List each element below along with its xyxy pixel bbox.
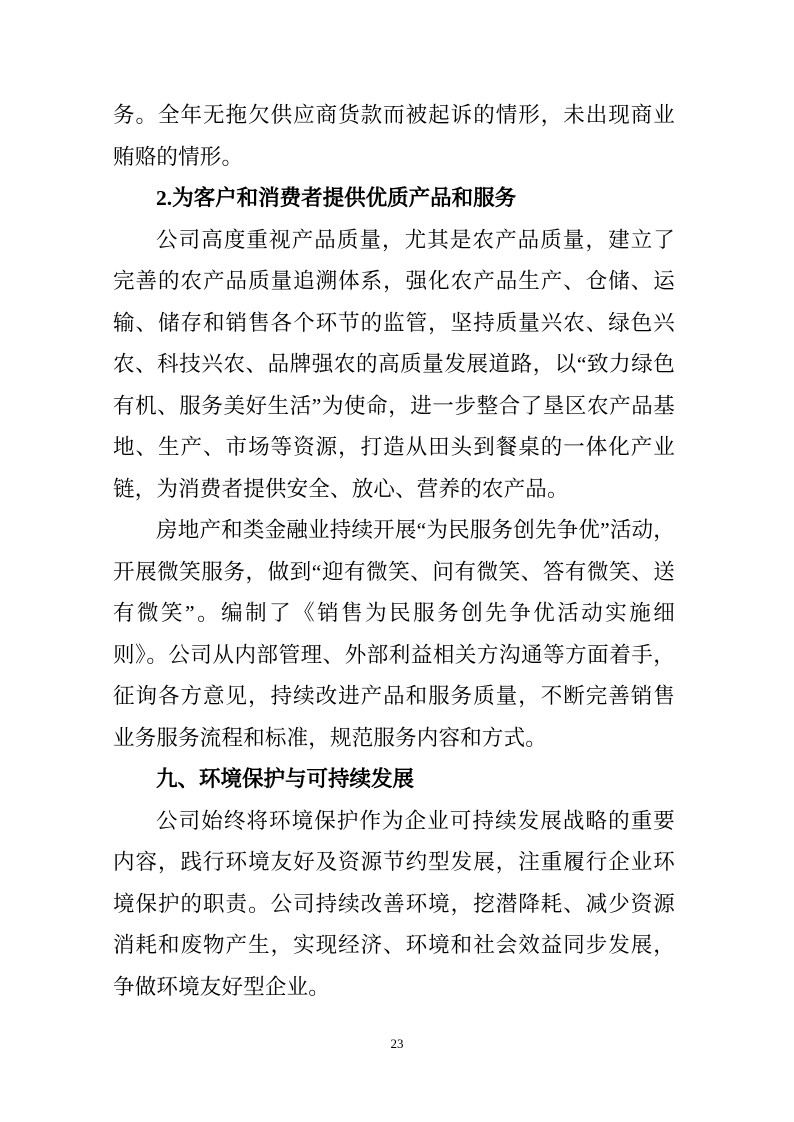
page-body bbox=[113, 95, 675, 1008]
subsection-heading-customers: 2.为客户和消费者提供优质产品和服务 bbox=[156, 186, 517, 210]
page-number: 23 bbox=[390, 1036, 404, 1051]
paragraph-environment: 公司始终将环境保护作为企业可持续发展战略的重要内容，践行环境友好及资源节约型发展，注重履行企业环境保护的职责。公司持续改善环境，挖潜降耗、减少资源消耗和废物产生，实现经济、环境和社会效益同步发展，争做环境友好型企业。 bbox=[113, 808, 675, 999]
paragraph-supplier-continuation: 务。全年无拖欠供应商货款而被起诉的情形，未出现商业贿赂的情形。 bbox=[113, 103, 675, 169]
paragraph-service-smile: 房地产和类金融业持续开展“为民服务创先争优”活动，开展微笑服务，做到“迎有微笑、问有微笑、答有微笑、送有微笑”。编制了《销售为民服务创先争优活动实施细则》。公司从内部管理、外部利益相关方沟通等方面着手，征询各方意见，持续改进产品和服务质量，不断完善销售业务服务流程和标准，规范服务内容和方式。 bbox=[113, 518, 675, 750]
paragraph-product-quality: 公司高度重视产品质量，尤其是农产品质量，建立了完善的农产品质量追溯体系，强化农产品生产、仓储、运输、储存和销售各个环节的监管，坚持质量兴农、绿色兴农、科技兴农、品牌强农的高质量发展道路，以“致力绿色有机、服务美好生活”为使命，进一步整合了垦区农产品基地、生产、市场等资源，打造从田头到餐桌的一体化产业链，为消费者提供安全、放心、营养的农产品。 bbox=[113, 227, 675, 501]
section-heading-environment: 九、环境保护与可持续发展 bbox=[156, 767, 415, 791]
